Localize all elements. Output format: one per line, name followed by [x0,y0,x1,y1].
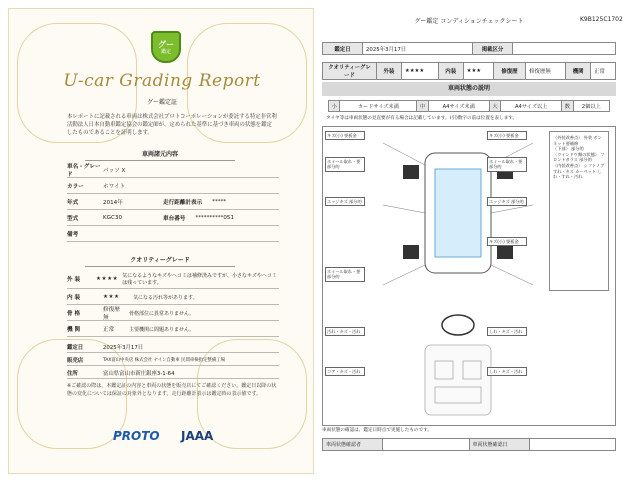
size-desc: A4サイズ以上 [501,101,562,112]
label: クオリティーグレード [323,63,377,80]
appraisal-date-row [67,341,279,353]
appraisal-date: 2025年3月17日 [103,344,144,351]
damage-label: キズ(小) 要板金 [487,237,527,246]
bottom-note: 車両状態の確認は、鑑定日時点で実施したものです。 [322,428,432,433]
grade-value: 修復歴無 [103,307,120,321]
size-key: 中 [417,101,428,112]
document-id: K9B125C1702 [580,16,623,23]
sheet-header-table [322,42,616,55]
label: 機 関 [67,327,81,333]
damage-label: しわ・キズ・汚れ [487,327,527,336]
shop-row [67,354,279,366]
damage-label: キズ(小) 要板金 [325,131,365,140]
label: 型式 [67,216,79,222]
label: 内 装 [67,295,81,301]
label: 骨 格 [67,311,81,317]
grade-description: 主要機関に問題ありません。 [129,326,195,333]
damage-label: エッジキズ 部分的 [325,197,365,206]
vehicle-diagram [322,126,616,426]
size-key: 大 [489,101,500,112]
color-value: ホワイト [103,184,126,190]
shop-address: 富山県富山市新庄銀座3-1-64 [103,370,175,377]
label: 修復歴 [493,63,525,80]
sheet-date: 2025年3月17日 [363,43,473,55]
vin-value: **********051 [195,215,235,221]
label: 年式 [67,200,79,206]
grade-summary-table [322,62,616,80]
jaaa-logo: JAAA [181,429,214,443]
grading-certificate [8,8,314,474]
condition-check-sheet [322,30,616,476]
quality-section-heading: クオリティーグレード [85,255,235,267]
size-key: 数 [562,101,573,112]
color-row [67,179,279,194]
label: 車両状態確認日 [469,439,529,451]
state-section-bar: 車両状態の説明 [322,82,616,96]
damage-label: ホイール取れ・要 部分的 [325,157,365,172]
certificate-title: U-car Grading Report [63,71,261,91]
car-diagram-icon [373,135,543,425]
label: 走行距離計表示 [163,200,203,206]
size-desc: カードサイズ未満 [340,101,417,112]
interior-stars: ★★★ [463,63,493,80]
grade-value: 正常 [103,327,115,333]
damage-label: キズ(小) 要板金 [487,131,527,140]
stars: ★★★★ [96,275,119,282]
model-row [67,211,279,226]
label: 住所 [67,370,78,377]
damage-label: コア・キズ・汚れ [325,367,365,376]
address-row [67,367,279,379]
grade-description: 気になる汚れ等があります。 [133,294,198,301]
size-desc: 2個以上 [573,101,609,112]
label: 備考 [67,232,79,238]
goo-badge-icon [151,31,181,63]
grade-description: 気になるようなキズやヘコミは補修済みですが、小さなキズやヘコミは残っています。 [122,272,277,286]
badge-text: グー [158,39,174,49]
signature-date-field [529,439,616,451]
year-value: 2014年 [103,200,123,206]
damage-label: 汚れ・キズ・汚れ [325,327,365,336]
label: 内装 [438,63,463,80]
legend-note: タイヤ等は車両状態の見直要が有る場合は記載しています。(引)数字の前は位置を表します。 [326,116,518,121]
exhibit-value [513,43,616,55]
label: 鑑定日 [323,43,363,55]
size-key: 小 [329,101,340,112]
signature-table [322,438,616,451]
certificate-intro: 本レポートに記載される車両は株式会社プロトコーポレーションが委託する特定非営利活動法人日本自動車鑑定協会の鑑定師が、定められた基準に基づき車両の状態を鑑定したものであることを証明します。 [67,114,277,136]
damage-label: ホイール取れ・要 部分的 [325,267,365,282]
mileage-value: ***** [212,199,227,205]
shop-name: TAX富山中央店 株式会社 ナイン自動車 民間車検指定整備工場 [103,357,225,363]
label: 掲載区分 [473,43,513,55]
damage-label: しわ・キズ・汚れ [487,367,527,376]
size-desc: A4サイズ未満 [428,101,489,112]
stars: ★★★ [103,294,120,300]
certificate-subtitle: グー鑑定証 [146,99,177,106]
damage-label: エッジキズ 部分的 [487,197,527,206]
interior-grade-row [67,290,279,305]
model-value: KGC30 [103,215,123,221]
label: 車台番号 [163,216,186,222]
engine-value: 正常 [591,63,616,80]
exterior-grade-row [67,269,279,289]
signature-field [383,439,470,451]
label: 鑑定日 [67,344,84,351]
proto-logo: PROTO [113,429,160,443]
sheet-heading: グー鑑定 コンディションチェックシート [414,18,524,25]
label: 外 装 [67,276,81,283]
exterior-stars: ★★★★ [401,63,438,80]
size-legend-table [328,100,610,112]
label: 車両状態確認者 [323,439,383,451]
engine-grade-row [67,322,279,337]
label: 外装 [377,63,402,80]
remarks-row [67,227,279,242]
label: 販売店 [67,357,84,364]
badge-subtext: 鑑定 [160,48,171,55]
label: 機関 [566,63,591,80]
vehicle-name-row [67,163,279,178]
vehicle-section-heading: 車両諸元内容 [85,149,235,161]
damage-label: ホイール取れ・要 部分的 [487,157,527,172]
certificate-notes: ※ご確認の際は、本鑑定証の内容と車両の状態を販売店にてご確認ください。鑑定日以降の状態の変化については保証の対象外となります。走行距離計表示は鑑定時の表示値です。 [67,383,277,397]
grade-description: 骨格部位に異常ありません。 [129,310,195,317]
frame-grade-row [67,306,279,321]
frame-value: 修復歴無 [526,63,566,80]
label: カラー [67,184,84,190]
year-row [67,195,279,210]
vehicle-name: パッソ X [103,168,126,174]
label: 車名・グレード [67,164,101,178]
condition-notes: 〈外装改善点〉 外装 ボンネット要補修 〈下部〉 部分的 〈ウインドウ類の状態〉 フロントガラス 部分的 〈内装改善点〉 シフトノブ すれ・キズ カーペット しわ・すれ・汚れ [549,131,609,291]
